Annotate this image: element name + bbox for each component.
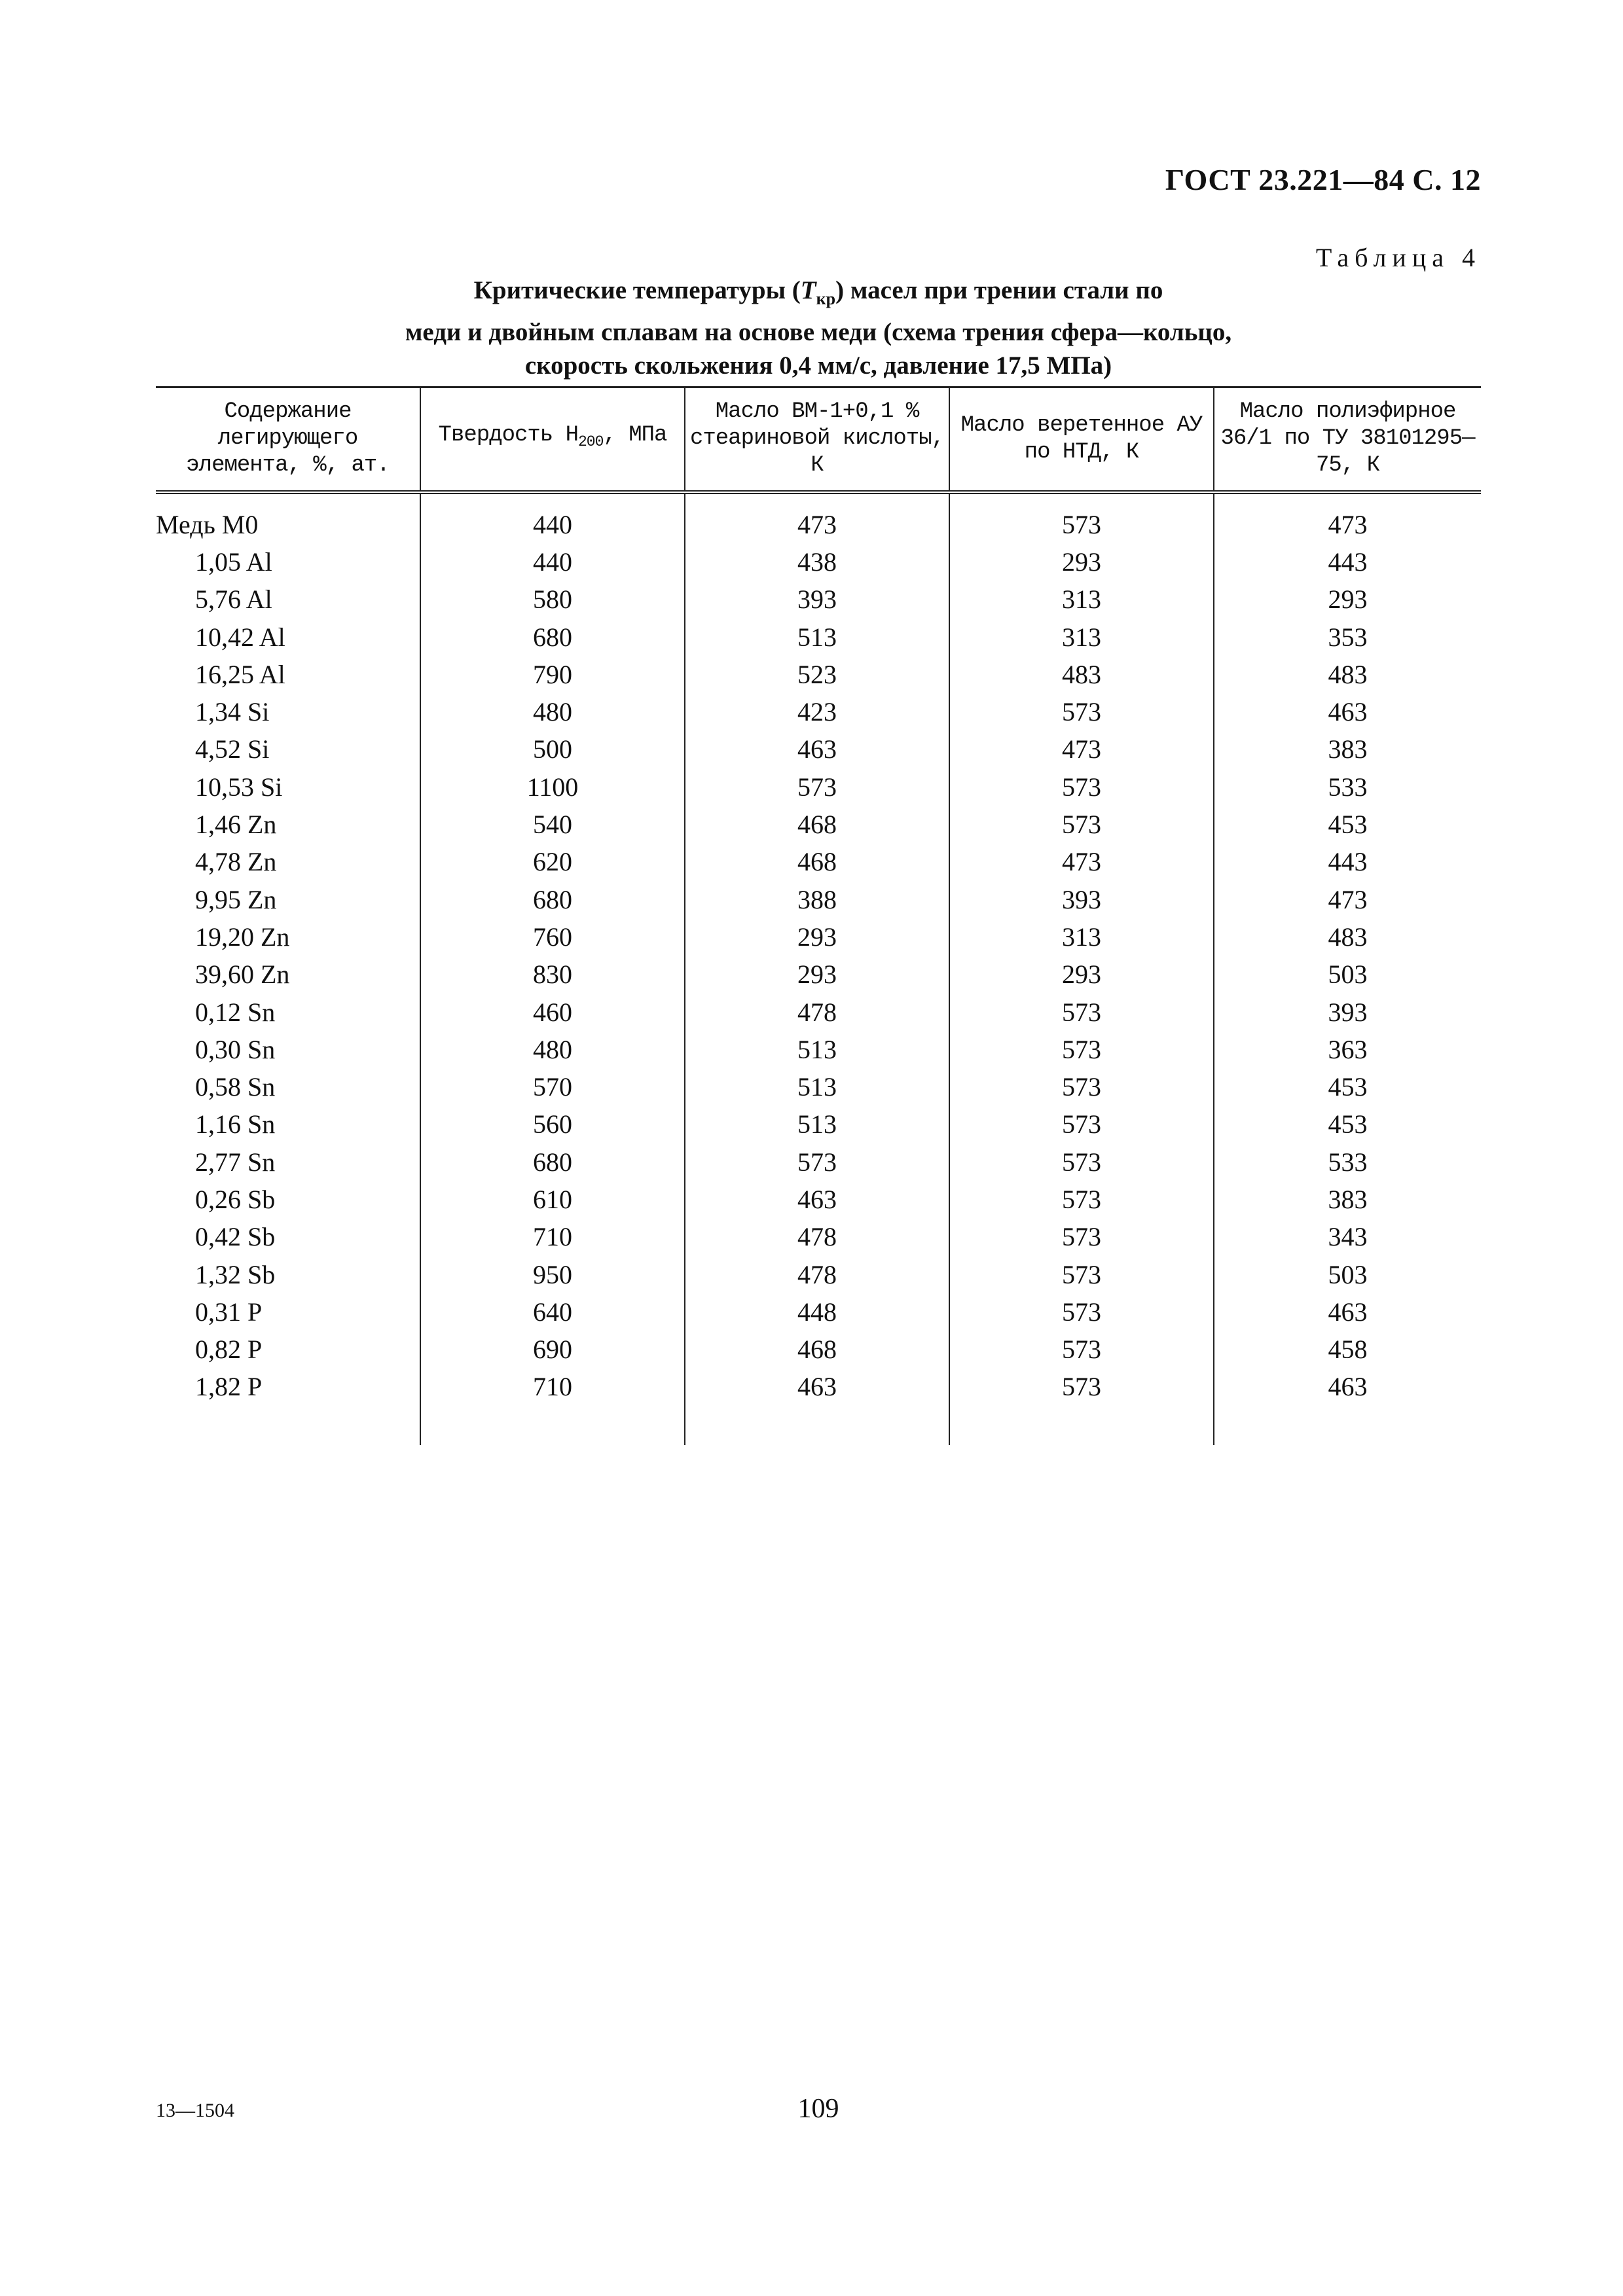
cell-oil-vm1: 523 <box>797 659 837 689</box>
cell-element: 1,05 Al <box>195 547 272 577</box>
cell-oil-polyester: 503 <box>1328 1259 1368 1289</box>
cell-element: 2,77 Sn <box>195 1147 276 1177</box>
cell-element: 1,82 P <box>195 1372 263 1402</box>
cell-hardness: 480 <box>533 1034 572 1064</box>
cell-element: 1,34 Si <box>195 697 270 727</box>
cell-element: 0,12 Sn <box>195 997 276 1027</box>
cell-hardness: 580 <box>533 584 572 615</box>
cell-hardness: 1100 <box>526 772 579 802</box>
cell-element: 0,30 Sn <box>195 1034 276 1064</box>
cell-oil-spindle: 293 <box>1062 547 1101 577</box>
table-row <box>156 956 1481 993</box>
cell-oil-vm1: 473 <box>797 509 837 539</box>
cell-element: 4,52 Si <box>195 734 270 764</box>
cell-oil-vm1: 438 <box>797 547 837 577</box>
cell-oil-spindle: 573 <box>1062 509 1101 539</box>
cell-element: 16,25 Al <box>195 659 285 689</box>
table-row <box>156 492 1481 543</box>
table-row <box>156 1031 1481 1068</box>
table-row <box>156 581 1481 618</box>
cell-hardness: 950 <box>533 1259 572 1289</box>
cell-oil-vm1: 293 <box>797 922 837 952</box>
table-row <box>156 880 1481 918</box>
cell-hardness: 560 <box>533 1109 572 1139</box>
cell-element: 0,31 P <box>195 1297 263 1327</box>
cell-oil-spindle: 573 <box>1062 697 1101 727</box>
cell-element: 1,16 Sn <box>195 1109 276 1139</box>
page-number: 109 <box>797 2094 839 2124</box>
cell-oil-spindle: 573 <box>1062 1109 1101 1139</box>
table-row <box>156 1218 1481 1255</box>
cell-hardness: 790 <box>533 659 572 689</box>
document-header: ГОСТ 23.221—84 С. 12 <box>1165 163 1481 196</box>
cell-oil-polyester: 443 <box>1328 847 1368 877</box>
cell-element: 5,76 Al <box>195 584 272 615</box>
cell-oil-vm1: 573 <box>797 772 837 802</box>
table-header-row <box>156 387 1481 492</box>
cell-hardness: 480 <box>533 697 572 727</box>
table-row <box>156 618 1481 655</box>
cell-oil-vm1: 513 <box>797 1072 837 1102</box>
cell-oil-spindle: 573 <box>1062 1072 1101 1102</box>
cell-oil-polyester: 473 <box>1328 884 1368 914</box>
table-row <box>156 1105 1481 1143</box>
cell-element: Медь М0 <box>156 509 259 539</box>
table-row <box>156 918 1481 956</box>
cell-oil-polyester: 383 <box>1328 1184 1368 1214</box>
cell-hardness: 640 <box>533 1297 572 1327</box>
cell-oil-vm1: 468 <box>797 810 837 840</box>
cell-oil-vm1: 463 <box>797 1184 837 1214</box>
cell-oil-spindle: 573 <box>1062 1297 1101 1327</box>
cell-oil-spindle: 313 <box>1062 922 1101 952</box>
table-body <box>156 492 1481 1445</box>
cell-oil-spindle: 573 <box>1062 772 1101 802</box>
cell-element: 39,60 Zn <box>195 960 290 990</box>
cell-hardness: 830 <box>533 960 572 990</box>
cell-oil-polyester: 483 <box>1328 922 1368 952</box>
col-header-oil-vm1: Масло ВМ-1+0,1 % стеариновой кислоты, К <box>685 387 949 492</box>
cell-oil-polyester: 483 <box>1328 659 1368 689</box>
table-row <box>156 806 1481 843</box>
title-line-1: Критические температуры $(T_{кр})$ масел при трении стали по <box>473 276 1163 308</box>
cell-hardness: 710 <box>533 1222 572 1252</box>
cell-oil-polyester: 343 <box>1328 1222 1368 1252</box>
cell-oil-spindle: 473 <box>1062 847 1101 877</box>
cell-oil-spindle: 483 <box>1062 659 1101 689</box>
critical-temperatures-table <box>156 386 1481 1445</box>
cell-element: 0,26 Sb <box>195 1184 276 1214</box>
cell-hardness: 460 <box>533 997 572 1027</box>
data-table-container <box>156 386 1481 1445</box>
cell-oil-vm1: 573 <box>797 1147 837 1177</box>
cell-oil-spindle: 573 <box>1062 997 1101 1027</box>
cell-hardness: 440 <box>533 547 572 577</box>
cell-oil-vm1: 478 <box>797 997 837 1027</box>
cell-hardness: 680 <box>533 884 572 914</box>
table-row <box>156 730 1481 768</box>
cell-oil-spindle: 573 <box>1062 1372 1101 1402</box>
cell-oil-polyester: 463 <box>1328 1372 1368 1402</box>
t-subscript: кр <box>816 289 836 308</box>
cell-oil-vm1: 293 <box>797 960 837 990</box>
cell-oil-vm1: 423 <box>797 697 837 727</box>
cell-oil-polyester: 393 <box>1328 997 1368 1027</box>
cell-element: 1,46 Zn <box>195 810 277 840</box>
cell-oil-polyester: 463 <box>1328 1297 1368 1327</box>
cell-oil-spindle: 573 <box>1062 1034 1101 1064</box>
table-row <box>156 1293 1481 1331</box>
cell-element: 0,82 P <box>195 1335 263 1365</box>
cell-element: 0,58 Sn <box>195 1072 276 1102</box>
cell-oil-vm1: 448 <box>797 1297 837 1327</box>
cell-oil-spindle: 293 <box>1062 960 1101 990</box>
cell-hardness: 710 <box>533 1372 572 1402</box>
cell-oil-vm1: 463 <box>797 1372 837 1402</box>
cell-element: 19,20 Zn <box>195 922 290 952</box>
cell-oil-spindle: 473 <box>1062 734 1101 764</box>
table-row <box>156 768 1481 806</box>
cell-hardness: 570 <box>533 1072 572 1102</box>
cell-oil-vm1: 388 <box>797 884 837 914</box>
cell-oil-polyester: 458 <box>1328 1335 1368 1365</box>
cell-hardness: 500 <box>533 734 572 764</box>
col-header-oil-spindle: Масло веретенное АУ по НТД, К <box>949 387 1214 492</box>
cell-oil-polyester: 533 <box>1328 1147 1368 1177</box>
cell-oil-spindle: 573 <box>1062 1335 1101 1365</box>
cell-oil-spindle: 573 <box>1062 1147 1101 1177</box>
cell-oil-spindle: 573 <box>1062 1222 1101 1252</box>
cell-oil-polyester: 463 <box>1328 697 1368 727</box>
table-row <box>156 993 1481 1030</box>
cell-oil-polyester: 443 <box>1328 547 1368 577</box>
cell-oil-spindle: 313 <box>1062 622 1101 652</box>
cell-hardness: 760 <box>533 922 572 952</box>
cell-element: 4,78 Zn <box>195 847 277 877</box>
table-row <box>156 656 1481 693</box>
cell-oil-vm1: 468 <box>797 1335 837 1365</box>
cell-hardness: 610 <box>533 1184 572 1214</box>
cell-oil-spindle: 573 <box>1062 810 1101 840</box>
cell-hardness: 440 <box>533 509 572 539</box>
table-row <box>156 1368 1481 1405</box>
cell-element: 10,42 Al <box>195 622 285 652</box>
cell-oil-polyester: 533 <box>1328 772 1368 802</box>
footer-code: 13—1504 <box>156 2100 234 2121</box>
cell-hardness: 690 <box>533 1335 572 1365</box>
title-line-3: скорость скольжения 0,4 мм/с, давление 17,5 МПа) <box>524 351 1112 380</box>
title-line-2: меди и двойным сплавам на основе меди (схема трения сфера—кольцо, <box>405 317 1232 346</box>
cell-oil-spindle: 313 <box>1062 584 1101 615</box>
cell-oil-vm1: 463 <box>797 734 837 764</box>
cell-oil-spindle: 573 <box>1062 1259 1101 1289</box>
cell-hardness: 680 <box>533 1147 572 1177</box>
col-header-element-content: Содержание легирующего элемента, %, ат. <box>156 387 420 492</box>
cell-oil-vm1: 513 <box>797 1109 837 1139</box>
cell-oil-vm1: 393 <box>797 584 837 615</box>
cell-oil-polyester: 503 <box>1328 960 1368 990</box>
cell-oil-vm1: 468 <box>797 847 837 877</box>
cell-element: 9,95 Zn <box>195 884 277 914</box>
cell-oil-polyester: 453 <box>1328 1072 1368 1102</box>
cell-oil-spindle: 393 <box>1062 884 1101 914</box>
cell-hardness: 540 <box>533 810 572 840</box>
cell-oil-spindle: 573 <box>1062 1184 1101 1214</box>
cell-oil-polyester: 353 <box>1328 622 1368 652</box>
cell-oil-vm1: 513 <box>797 1034 837 1064</box>
t-symbol: T <box>800 276 816 304</box>
cell-oil-vm1: 513 <box>797 622 837 652</box>
cell-oil-polyester: 363 <box>1328 1034 1368 1064</box>
cell-oil-polyester: 293 <box>1328 584 1368 615</box>
cell-element: 10,53 Si <box>195 772 283 802</box>
col-header-oil-polyester: Масло полиэфирное 36/1 по ТУ 38101295—75, К <box>1214 387 1481 492</box>
table-row <box>156 1255 1481 1293</box>
table-row <box>156 1068 1481 1105</box>
cell-element: 1,32 Sb <box>195 1259 276 1289</box>
cell-oil-vm1: 478 <box>797 1259 837 1289</box>
cell-oil-polyester: 473 <box>1328 509 1368 539</box>
cell-oil-polyester: 453 <box>1328 810 1368 840</box>
table-row <box>156 843 1481 880</box>
table-row <box>156 543 1481 581</box>
cell-oil-vm1: 478 <box>797 1222 837 1252</box>
cell-hardness: 680 <box>533 622 572 652</box>
table-row <box>156 1331 1481 1368</box>
cell-element: 0,42 Sb <box>195 1222 276 1252</box>
table-row <box>156 1143 1481 1181</box>
table-title <box>262 274 1375 382</box>
table-row <box>156 1181 1481 1218</box>
table-row <box>156 693 1481 730</box>
cell-oil-polyester: 383 <box>1328 734 1368 764</box>
cell-oil-polyester: 453 <box>1328 1109 1368 1139</box>
col-header-hardness: Твердость $H_{200}$, МПа <box>420 387 685 492</box>
cell-hardness: 620 <box>533 847 572 877</box>
table-padding-row <box>156 1406 1481 1445</box>
table-label: Таблица 4 <box>1315 243 1481 272</box>
